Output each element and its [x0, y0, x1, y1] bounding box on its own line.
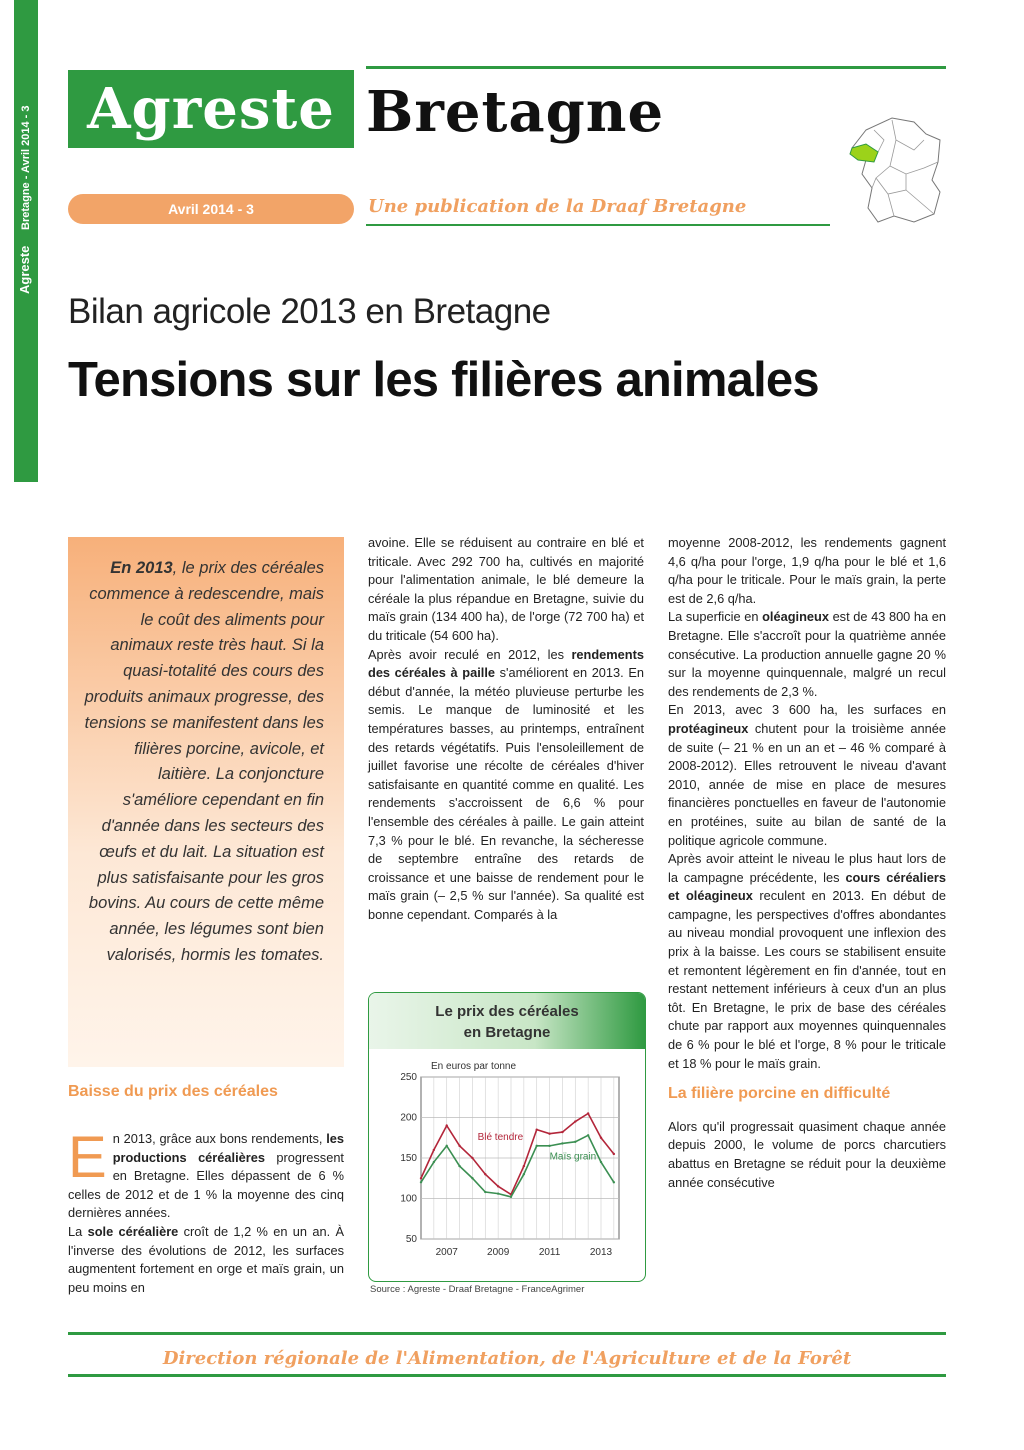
y-tick-label: 150 — [400, 1153, 417, 1164]
data-point — [484, 1191, 486, 1193]
x-tick-label: 2011 — [538, 1247, 561, 1258]
summary-lead: En 2013 — [110, 559, 173, 577]
summary-text — [84, 556, 324, 969]
chart-header — [369, 993, 645, 1049]
x-tick-label: 2007 — [435, 1247, 458, 1258]
issue-date: Avril 2014 - 3 — [68, 194, 354, 224]
section-title-porcine: La filière porcine en difficulté — [668, 1085, 891, 1103]
summary-body: , le prix des céréales commence à redescendre, mais le coût des aliments pour animaux reste très haut. Si la quasi-totalité des cours des produits animaux progresse, des tensions se manifestent dans les filières porcine, avicole, et laitière. La conjoncture s'améliore cependant en fin d'année dans les secteurs des œufs et du lait. La situation est plus satisfaisante pour les gros bovins. Au cours de cette même année, les légumes sont bien valorisés, hormis les tomates. — [84, 559, 324, 964]
y-tick-label: 250 — [400, 1072, 417, 1083]
data-point — [497, 1192, 499, 1194]
col2-paragraph-2: Après avoir reculé en 2012, les rendements des céréales à paille s'améliorent en 2013. En début d'année, la météo pluvieuse perturbe les semis. Le manque de luminosité et les températures basses, au printemps, entraînent des retards végétatifs. Puis l'ensoleillement de juillet favorise une récolte de céréales d'hiver satisfaisante en quantité comme en qualité. Les rendements s'accroissent de 6,6 % pour l'ensemble des céréales à paille. Le gain atteint 7,3 % pour le blé. En revanche, la sécheresse de septembre entraîne des retards de croissance et une baisse de rendement pour le maïs grain (– 2,5 % sur l'année). Sa qualité est bonne cependant. Comparés à la — [368, 646, 644, 922]
col1-paragraph-1: En 2013, grâce aux bons rendements, les productions céréalières progressent en Bretagne. Elles dépassent de 6 % celles de 2012 et de 1 % la moyenne des cinq dernières années. — [68, 1125, 344, 1221]
data-point — [574, 1120, 576, 1122]
data-point — [587, 1134, 589, 1136]
article-title: Tensions sur les filières animales — [68, 353, 819, 407]
data-point — [536, 1128, 538, 1130]
column-2 — [368, 534, 644, 924]
col3-paragraph-1: moyenne 2008-2012, les rendements gagnent 4,6 q/ha pour l'orge, 1,9 q/ha pour le blé et 1,6 q/ha pour le triticale. Pour le maïs grain, la perte est de 2,6 q/ha. — [668, 535, 946, 606]
data-point — [471, 1157, 473, 1159]
data-point — [574, 1141, 576, 1143]
dropcap: E — [68, 1125, 107, 1190]
data-point — [613, 1153, 615, 1155]
data-point — [471, 1177, 473, 1179]
data-point — [600, 1161, 602, 1163]
y-tick-label: 200 — [400, 1112, 417, 1124]
footer-rule-bottom — [68, 1374, 946, 1377]
data-point — [497, 1185, 499, 1187]
data-point — [548, 1145, 550, 1147]
data-point — [548, 1133, 550, 1135]
data-point — [433, 1161, 435, 1163]
logo-agreste: Agreste — [68, 70, 354, 148]
data-point — [600, 1137, 602, 1139]
data-point — [561, 1131, 563, 1133]
data-point — [561, 1142, 563, 1144]
series-label: Maïs grain — [549, 1151, 597, 1163]
data-point — [458, 1165, 460, 1167]
col3-paragraph-5: Alors qu'il progressait quasiment chaque année depuis 2000, le volume de porcs charcutiers abattus en Bretagne se réduit pour la deuxième année consécutive — [668, 1118, 946, 1190]
side-brand: Agreste — [17, 245, 32, 294]
x-tick-label: 2009 — [487, 1247, 510, 1258]
header-rule — [366, 66, 946, 69]
series-label: Blé tendre — [477, 1132, 524, 1144]
data-point — [484, 1173, 486, 1175]
column-3 — [668, 534, 946, 1192]
data-point — [446, 1145, 448, 1147]
col3-paragraph-3: En 2013, avec 3 600 ha, les surfaces en protéagineux chutent pour la troisième année de suite (– 21 % en un an et – 46 % comparé à 2008-2012). Elles retrouvent le niveau d'avant 2010, année de mise en place de mesures financières ponctuelles en faveur de l'autonomie en protéines, suite au bilan de santé de la politique agricole commune. — [668, 702, 946, 848]
footer-rule-top — [68, 1332, 946, 1335]
y-axis-label: En euros par tonne — [431, 1061, 517, 1072]
chart-source: Source : Agreste - Draaf Bretagne - FranceAgrimer — [370, 1284, 585, 1295]
price-chart — [369, 1049, 645, 1281]
data-point — [420, 1177, 422, 1179]
side-issue: Bretagne - Avril 2014 - 3 — [20, 105, 32, 230]
chart-title-line-1: Le prix des céréales — [435, 1003, 579, 1020]
article-subtitle: Bilan agricole 2013 en Bretagne — [68, 292, 551, 331]
y-tick-label: 100 — [400, 1193, 417, 1205]
side-banner-text — [14, 0, 38, 300]
col3-paragraph-2: La superficie en oléagineux est de 43 800 ha en Bretagne. Elle s'accroît pour la quatrième année consécutive. La production annuelle gagne 20 % sur la moyenne quinquennale, malgré un recul des rendements de 2,3 %. — [668, 609, 946, 699]
logo-bretagne: Bretagne — [366, 79, 665, 145]
footer-text: Direction régionale de l'Alimentation, de l'Agriculture et de la Forêt — [162, 1348, 852, 1369]
data-point — [523, 1173, 525, 1175]
chart-box — [368, 992, 646, 1282]
publication-rule — [366, 224, 830, 226]
col1-paragraph-2: La sole céréalière croît de 1,2 % en un an. À l'inverse des évolutions de 2012, les surfaces augmentent fortement en orge et maïs grain, un peu moins en — [68, 1223, 345, 1295]
data-point — [446, 1124, 448, 1126]
column-1 — [68, 1125, 345, 1297]
chart-title-line-2: en Bretagne — [463, 1024, 551, 1041]
col3-paragraph-4: Après avoir atteint le niveau le plus haut lors de la campagne précédente, les cours céréaliers et oléagineux reculent en 2013. En début de campagne, les perspectives d'offres abondantes au niveau mondial provoquent une inflexion des prix à la baisse. Les cours se stabilisent ensuite et remontent légèrement en fin d'année, tout en restant nettement inférieurs à ceux d'un an plus tôt. En Bretagne, le prix de base des céréales chute par rapport aux moyennes quinquennales de 6 % pour le blé et l'orge, 8 % pour le triticale et 18 % pour le maïs grain. — [668, 851, 946, 1071]
data-point — [523, 1165, 525, 1167]
data-point — [510, 1196, 512, 1198]
data-point — [433, 1149, 435, 1151]
publication-line: Une publication de la Draaf Bretagne — [368, 196, 747, 217]
data-point — [458, 1145, 460, 1147]
data-point — [613, 1181, 615, 1183]
y-tick-label: 50 — [405, 1234, 417, 1245]
section-title-cereales: Baisse du prix des céréales — [68, 1083, 278, 1100]
col2-paragraph-1: avoine. Elle se réduisent au contraire en blé et triticale. Avec 292 700 ha, cultivés en majorité pour l'alimentation animale, le blé demeure la céréale la plus répandue en Bretagne, suivie du maïs grain (134 400 ha), de l'orge (72 700 ha) et du triticale (54 600 ha). — [368, 535, 644, 643]
data-point — [536, 1145, 538, 1147]
x-tick-label: 2013 — [589, 1247, 613, 1258]
data-point — [587, 1112, 589, 1114]
data-point — [420, 1181, 422, 1183]
france-map-icon — [844, 110, 948, 230]
